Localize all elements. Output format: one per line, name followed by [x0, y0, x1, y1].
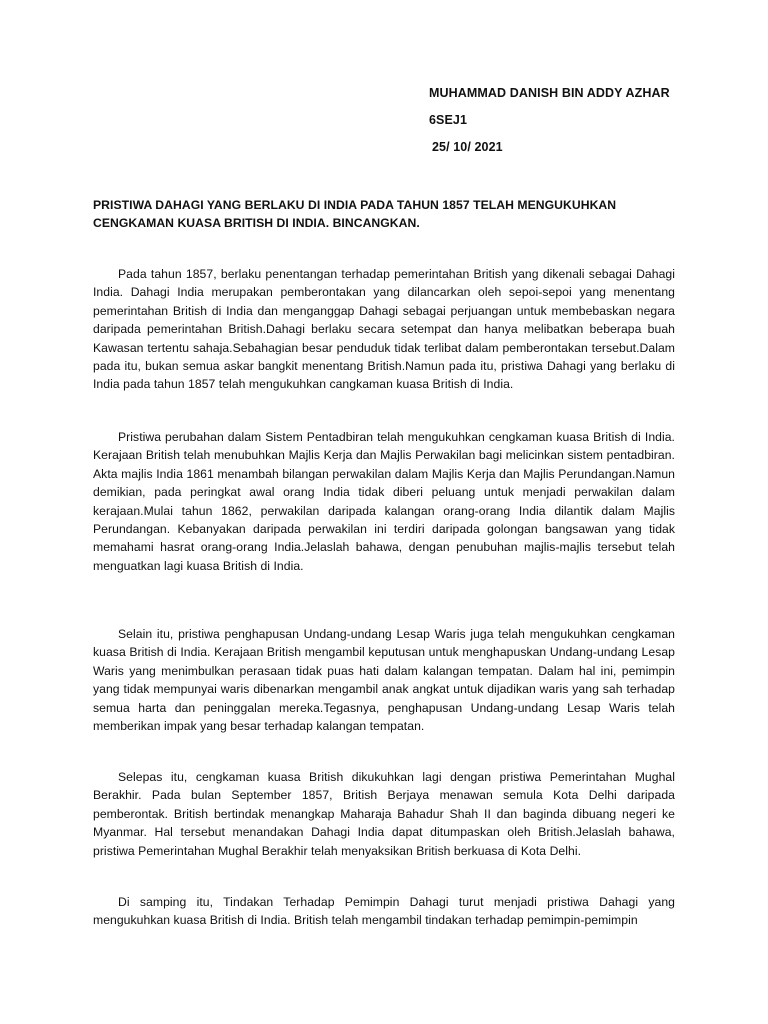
paragraph-mughal	[93, 768, 675, 860]
document-header	[429, 86, 670, 154]
essay-question: PRISTIWA DAHAGI YANG BERLAKU DI INDIA PADA TAHUN 1857 TELAH MENGUKUHKAN CENGKAMAN KUASA BRITISH DI INDIA. BINCANGKAN.	[93, 198, 617, 230]
paragraph-lesap-waris	[93, 625, 675, 735]
paragraph-text: Di samping itu, Tindakan Terhadap Pemimpin Dahagi turut menjadi pristiwa Dahagi yang mengukuhkan kuasa British di India. British telah mengambil tindakan terhadap pemimpin-pemimpin	[93, 895, 675, 928]
paragraph-leaders	[93, 893, 675, 930]
date-label: 25/ 10/ 2021	[432, 140, 503, 154]
paragraph-text: Pada tahun 1857, berlaku penentangan terhadap pemerintahan British yang dikenali sebagai Dahagi India. Dahagi India merupakan pemberontakan yang dilancarkan oleh sepoi-sepoi yang menentang pemerintahan British di India dan menganggap Dahagi sebagai perjuangan untuk membebaskan negara daripada pemerintahan British.Dahagi berlaku secara setempat dan hanya melibatkan beberapa buah Kawasan tertentu sahaja.Sebahagian besar penduduk tidak terlibat dalam pemberontakan tersebut.Dalam pada itu, bukan semua askar bangkit menentang British.Namun pada itu, pristiwa Dahagi yang berlaku di India pada tahun 1857 telah mengukuhkan cangkaman kuasa British di India.	[93, 267, 675, 392]
author-name: MUHAMMAD DANISH BIN ADDY AZHAR	[429, 86, 670, 100]
class-label: 6SEJ1	[429, 113, 468, 127]
paragraph-text: Pristiwa perubahan dalam Sistem Pentadbiran telah mengukuhkan cengkaman kuasa British di India. Kerajaan British telah menubuhkan Majlis Kerja dan Majlis Perwakilan bagi melicinkan sistem pentadbiran. Akta majlis India 1861 menambah bilangan perwakilan dalam Majlis Kerja dan Majlis Perundangan.Namun demikian, pada peringkat awal orang India tidak diberi peluang untuk menjadi perwakilan dalam kerajaan.Mulai tahun 1862, perwakilan daripada kalangan orang-orang India dilantik dalam Majlis Perundangan. Kebanyakan daripada perwakilan ini terdiri daripada golongan bangsawan yang tidak memahami hasrat orang-orang India.Jelaslah bahawa, dengan penubuhan majlis-majlis tersebut telah menguatkan lagi kuasa British di India.	[93, 430, 675, 573]
paragraph-administration	[93, 428, 675, 575]
paragraph-text: Selepas itu, cengkaman kuasa British dikukuhkan lagi dengan pristiwa Pemerintahan Mughal Berakhir. Pada bulan September 1857, British Berjaya menawan semula Kota Delhi daripada pemberontak. British bertindak menangkap Maharaja Bahadur Shah II dan baginda dibuang negeri ke Myanmar. Hal tersebut menandakan Dahagi India dapat ditumpaskan oleh British.Jelaslah bahawa, pristiwa Pemerintahan Mughal Berakhir telah menyaksikan British berkuasa di Kota Delhi.	[93, 770, 675, 858]
paragraph-text: Selain itu, pristiwa penghapusan Undang-undang Lesap Waris juga telah mengukuhkan cengkaman kuasa British di India. Kerajaan British mengambil keputusan untuk menghapuskan Undang-undang Lesap Waris yang menimbulkan perasaan tidak puas hati dalam kalangan tempatan. Dalam hal ini, pemimpin yang tidak mempunyai waris dibenarkan mengambil anak angkat untuk dijadikan waris yang sah terhadap semua harta dan peninggalan mereka.Tegasnya, penghapusan Undang-undang Lesap Waris telah memberikan impak yang besar terhadap kalangan tempatan.	[93, 627, 675, 734]
paragraph-introduction	[93, 265, 675, 394]
